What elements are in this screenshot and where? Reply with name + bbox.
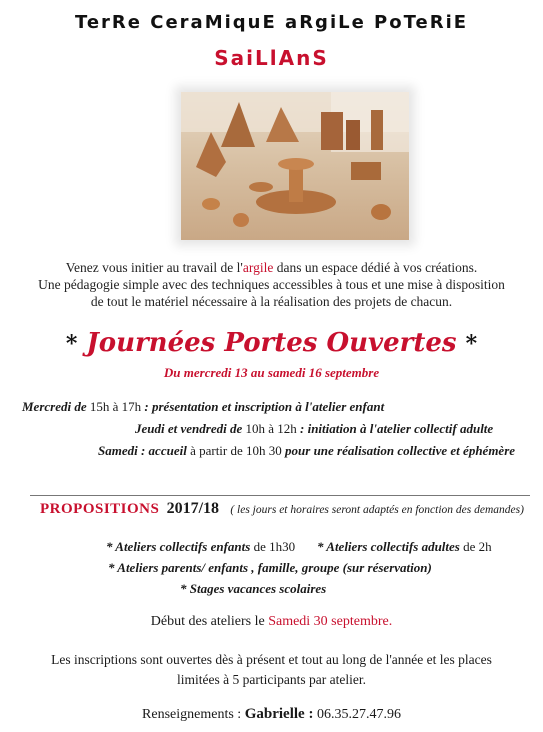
propositions-label: PROPOSITIONS <box>40 501 160 517</box>
contact-phone: 06.35.27.47.96 <box>316 707 401 722</box>
propositions-note: ( les jours et horaires seront adaptés en fonction des demandes) <box>230 504 524 516</box>
pottery-photo <box>181 92 409 240</box>
start-date-value: Samedi 30 septembre. <box>268 614 393 629</box>
atelier-adultes: * Ateliers collectifs adultes de 2h <box>317 539 492 554</box>
open-days-dates: Du mercredi 13 au samedi 16 septembre <box>163 365 380 380</box>
title-line-2: SaiLlAnS <box>214 46 329 70</box>
atelier-parents: * Ateliers parents/ enfants , famille, groupe (sur réservation) <box>108 560 432 575</box>
title-line-1: TerRe CeraMiquE aRgiLe PoTeRiE <box>74 12 469 33</box>
contact-name: Gabrielle : <box>244 706 314 722</box>
pottery-illustration <box>181 92 409 240</box>
intro-paragraph: Venez vous initier au travail de l'argile dans un espace dédié à vos créations. Une pédagogie simple avec des techniques accessibles à tous et une mise à disposition de tout le matériel nécessaire à la réalisation des projets de chacun. <box>38 260 505 309</box>
schedule-row: Mercredi de 15h à 17h : présentation et inscription à l'atelier enfant <box>22 399 385 414</box>
section-divider <box>30 495 530 496</box>
contact-info: Renseignements : Gabrielle : 06.35.27.47.96 <box>142 706 401 722</box>
atelier-enfants: * Ateliers collectifs enfants de 1h30 <box>106 539 296 554</box>
argile-highlight: argile <box>242 260 274 275</box>
atelier-stages: * Stages vacances scolaires <box>180 581 327 596</box>
schedule-row: Samedi : accueil à partir de 10h 30 pour une réalisation collective et éphémère <box>98 443 516 458</box>
open-days-title: * Journées Portes Ouvertes * <box>65 328 478 358</box>
registration-info: Les inscriptions sont ouvertes dès à présent et tout au long de l'année et les places limitées à 5 participants par atelier. <box>51 652 492 687</box>
schedule-row: Jeudi et vendredi de 10h à 12h : initiation à l'atelier collectif adulte <box>135 421 494 436</box>
start-date: Début des ateliers le Samedi 30 septembre. <box>150 614 393 629</box>
propositions-header <box>40 500 524 518</box>
propositions-year: 2017/18 <box>166 500 220 517</box>
